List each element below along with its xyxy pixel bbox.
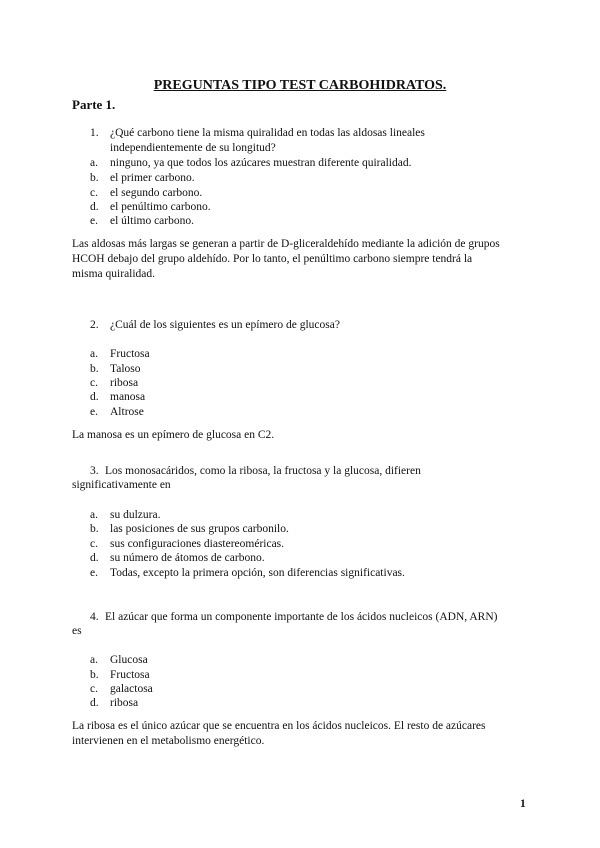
q4-option-label: b. <box>90 669 99 681</box>
q1-option-text: el último carbono. <box>110 215 194 227</box>
q1-option-label: e. <box>90 215 98 227</box>
q3-option-text: su dulzura. <box>110 509 161 521</box>
question-1-number: 1. <box>90 127 99 139</box>
q4-option-label: d. <box>90 697 99 709</box>
page-number: 1 <box>520 798 526 810</box>
q3-option-text: Todas, excepto la primera opción, son diferencias significativas. <box>110 567 405 579</box>
q3-option-text: sus configuraciones diastereoméricas. <box>110 538 285 550</box>
q4-option-text: Glucosa <box>110 654 148 666</box>
question-4-text-line1: El azúcar que forma un componente importante de los ácidos nucleicos (ADN, ARN) <box>105 611 498 623</box>
q4-option-text: galactosa <box>110 683 153 695</box>
q2-option-label: b. <box>90 363 99 375</box>
q2-option-text: Altrose <box>110 406 144 418</box>
q4-explanation-line: La ribosa es el único azúcar que se encuentra en los ácidos nucleicos. El resto de azúcares <box>72 720 486 732</box>
q2-option-label: c. <box>90 377 98 389</box>
q1-option-label: d. <box>90 201 99 213</box>
q3-option-label: a. <box>90 509 98 521</box>
q2-option-text: Fructosa <box>110 348 150 360</box>
q3-option-label: e. <box>90 567 98 579</box>
question-4-text-line2: es <box>72 625 82 637</box>
document-title: PREGUNTAS TIPO TEST CARBOHIDRATOS. <box>153 78 447 93</box>
question-2-number: 2. <box>90 319 99 331</box>
q4-option-text: ribosa <box>110 697 139 709</box>
q1-option-label: c. <box>90 187 98 199</box>
q2-option-label: a. <box>90 348 98 360</box>
q3-option-text: su número de átomos de carbono. <box>110 552 265 564</box>
q4-option-label: c. <box>90 683 98 695</box>
q1-explanation-line: HCOH debajo del grupo aldehído. Por lo tanto, el penúltimo carbono siempre tendrá la <box>72 253 473 265</box>
q1-explanation-line: Las aldosas más largas se generan a partir de D-gliceraldehído mediante la adición de grupos <box>72 238 500 250</box>
q1-option-text: ninguno, ya que todos los azúcares muestran diferente quiralidad. <box>110 157 412 169</box>
question-2-text: ¿Cuál de los siguientes es un epímero de glucosa? <box>110 319 340 331</box>
question-3-text-line1: Los monosacáridos, como la ribosa, la fructosa y la glucosa, difieren <box>105 465 421 477</box>
question-3-text-line2: significativamente en <box>72 479 171 491</box>
q1-option-text: el primer carbono. <box>110 172 195 184</box>
question-4-number: 4. <box>90 611 99 623</box>
question-1-text-line1: ¿Qué carbono tiene la misma quiralidad en todas las aldosas lineales <box>110 127 425 139</box>
q2-option-label: e. <box>90 406 98 418</box>
q4-option-label: a. <box>90 654 98 666</box>
question-3-number: 3. <box>90 465 99 477</box>
q3-option-label: b. <box>90 523 99 535</box>
q1-option-text: el segundo carbono. <box>110 187 203 199</box>
q1-explanation-line: misma quiralidad. <box>72 268 156 280</box>
q2-option-label: d. <box>90 391 99 403</box>
q3-option-text: las posiciones de sus grupos carbonilo. <box>110 523 289 535</box>
q3-option-label: d. <box>90 552 99 564</box>
q4-option-text: Fructosa <box>110 669 150 681</box>
q2-option-text: Taloso <box>110 363 141 375</box>
q2-option-text: manosa <box>110 391 146 403</box>
q2-option-text: ribosa <box>110 377 139 389</box>
question-1-text-line2: independientemente de su longitud? <box>110 142 276 154</box>
q2-explanation-line: La manosa es un epímero de glucosa en C2. <box>72 429 275 441</box>
q1-option-text: el penúltimo carbono. <box>110 201 211 213</box>
q4-explanation-line: intervienen en el metabolismo energético. <box>72 735 265 747</box>
q3-option-label: c. <box>90 538 98 550</box>
q1-option-label: a. <box>90 157 98 169</box>
q1-option-label: b. <box>90 172 99 184</box>
section-heading: Parte 1. <box>72 97 116 112</box>
